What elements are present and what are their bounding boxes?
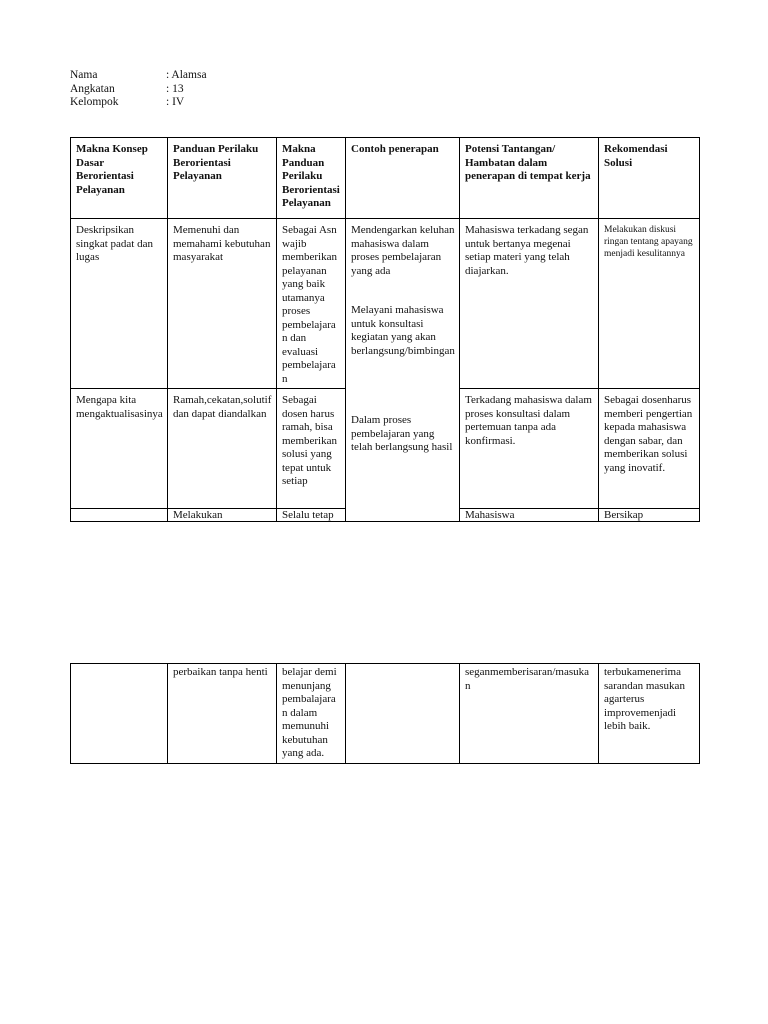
header-potensi-tantangan: Potensi Tantangan/ Hambatan dalam penerapan di tempat kerja [460, 138, 599, 219]
row1-makna-panduan: Sebagai Asn wajib memberikan pelayanan yang baik utamanya proses pembelajaran dan evaluasi pembelajaran [277, 219, 346, 389]
nama-label: Nama [70, 69, 98, 81]
row2-rekomendasi: Sebagai dosenharus memberi pengertian kepada mahasiswa dengan sabar, dan memberikan solusi yang inovatif. [599, 389, 700, 509]
contoh-item: Dalam proses pembelajaran yang telah berlangsung hasil [351, 414, 453, 453]
row3-panduan: Melakukan [168, 509, 277, 522]
angkatan-value: : 13 [166, 82, 184, 95]
row2-makna-panduan: Sebagai dosen harus ramah, bisa memberikan solusi yang tepat untuk setiap [277, 389, 346, 509]
cont-makna-konsep [71, 664, 168, 764]
table-row [71, 664, 700, 764]
contoh-item: Melayani mahasiswa untuk konsultasi kegiatan yang akan berlangsung/bimbingan [351, 304, 455, 357]
service-orientation-table [70, 137, 700, 522]
row3-makna-konsep [71, 509, 168, 522]
row1-panduan: Memenuhi dan memahami kebutuhan masyarakat [168, 219, 277, 389]
row1-rekomendasi: Melakukan diskusi ringan tentang apayang menjadi kesulitannya [599, 219, 700, 389]
row3-potensi: Mahasiswa [460, 509, 599, 522]
row3-makna-panduan: Selalu tetap [277, 509, 346, 522]
continuation-table [70, 663, 700, 764]
cont-panduan: perbaikan tanpa henti [168, 664, 277, 764]
row2-panduan: Ramah,cekatan,solutif dan dapat diandalkan [168, 389, 277, 509]
kelompok-label: Kelompok [70, 96, 119, 108]
header-rekomendasi-solusi: Rekomendasi Solusi [599, 138, 700, 219]
header-makna-panduan: Makna Panduan Perilaku Berorientasi Pelayanan [277, 138, 346, 219]
cont-rekomendasi: terbukamenerima sarandan masukan agarterus improvemenjadi lebih baik. [599, 664, 700, 764]
cont-contoh [346, 664, 460, 764]
header-makna-konsep: Makna Konsep Dasar Berorientasi Pelayanan [71, 138, 168, 219]
cont-potensi: seganmemberisaran/masukan [460, 664, 599, 764]
header-contoh-penerapan: Contoh penerapan [346, 138, 460, 219]
row1-makna-konsep: Deskripsikan singkat padat dan lugas [71, 219, 168, 389]
kelompok-value: : IV [166, 96, 185, 108]
nama-value: : Alamsa [166, 69, 207, 81]
contoh-item: Mendengarkan keluhan mahasiswa dalam proses pembelajaran yang ada [351, 224, 455, 277]
table-header-row [71, 138, 700, 219]
cont-makna-panduan: belajar demi menunjang pembalajaran dalam memunuhi kebutuhan yang ada. [277, 664, 346, 764]
header-panduan-perilaku: Panduan Perilaku Berorientasi Pelayanan [168, 138, 277, 219]
row2-makna-konsep: Mengapa kita mengaktualisasinya [71, 389, 168, 509]
row2-potensi: Terkadang mahasiswa dalam proses konsultasi dalam pertemuan tanpa ada konfirmasi. [460, 389, 599, 509]
angkatan-label: Angkatan [70, 82, 115, 95]
contoh-penerapan-cell [346, 219, 460, 522]
table-row [71, 219, 700, 389]
row3-rekomendasi: Bersikap [599, 509, 700, 522]
row1-potensi: Mahasiswa terkadang segan untuk bertanya megenai setiap materi yang telah diajarkan. [460, 219, 599, 389]
